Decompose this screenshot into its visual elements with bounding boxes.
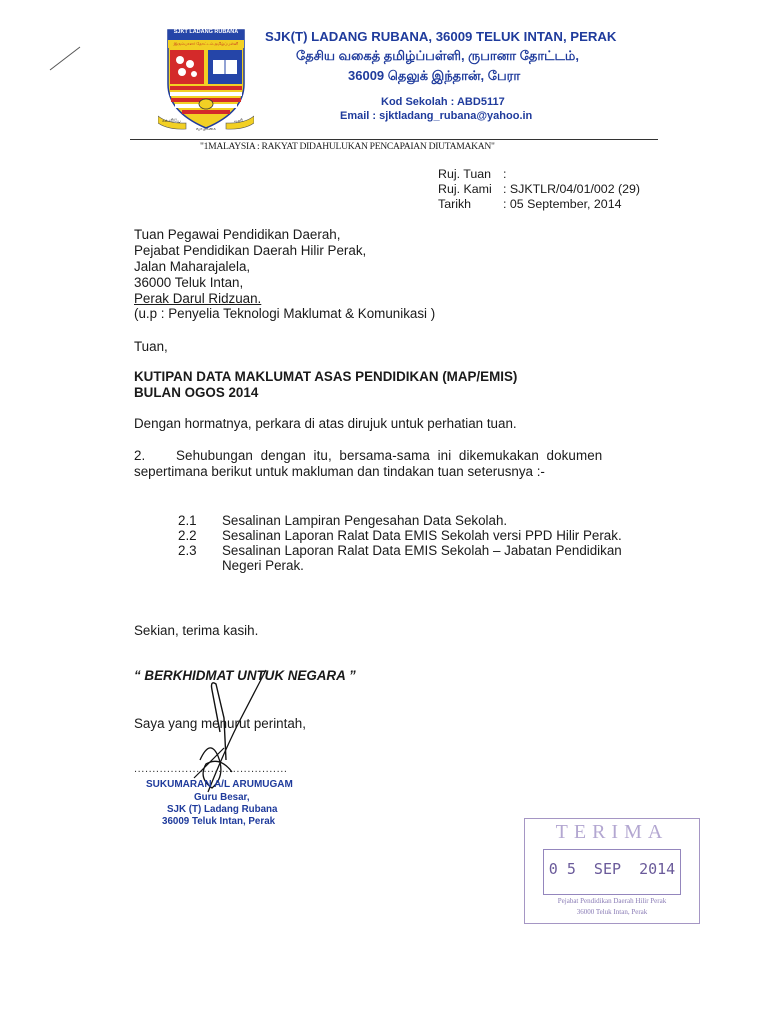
received-stamp: [524, 818, 700, 924]
stamp-office-line: 36000 Teluk Intan, Perak: [576, 908, 648, 916]
paragraph-2-number: 2.: [134, 448, 146, 463]
motto: “ BERKHIDMAT UNTUK NEGARA ”: [134, 668, 356, 683]
list-item-text: Sesalinan Lampiran Pengesahan Data Sekolah.: [222, 513, 508, 528]
tarikh-value: : 05 September, 2014: [503, 197, 622, 211]
recipient-line: Pejabat Pendidikan Daerah Hilir Perak,: [134, 243, 367, 258]
stamp-date: 0 5 SEP 2014: [548, 860, 676, 878]
school-name-tamil-line-1: தேசிய வகைத் தமிழ்ப்பள்ளி, ருபானா தோட்டம்,: [296, 48, 579, 63]
recipient-line: 36000 Teluk Intan,: [134, 275, 244, 290]
school-code: Kod Sekolah : ABD5117: [381, 96, 505, 108]
list-item-text: Negeri Perak.: [222, 558, 304, 573]
signatory-address: 36009 Teluk Intan, Perak: [162, 816, 276, 827]
slogan: "1MALAYSIA : RAKYAT DIDAHULUKAN PENCAPAIAN DIUTAMAKAN": [200, 141, 495, 152]
recipient-line: Tuan Pegawai Pendidikan Daerah,: [134, 227, 341, 242]
crest-motto-bottom: வாழ்க்கை: [195, 126, 217, 131]
sign-off: Saya yang menurut perintah,: [134, 716, 306, 731]
ruj-tuan-value: :: [503, 167, 507, 181]
school-name: SJK(T) LADANG RUBANA, 36009 TELUK INTAN, PERAK: [265, 29, 617, 44]
school-crest: [158, 28, 254, 134]
recipient-line: Jalan Maharajalela,: [134, 259, 251, 274]
crest-sub-text: இரும்பாளர் தோட்டம் தமிழ்ப்பள்ளி: [173, 41, 239, 46]
list-item-number: 2.1: [178, 513, 197, 528]
list-item-text: Sesalinan Laporan Ralat Data EMIS Sekolah – Jabatan Pendidikan: [222, 543, 622, 558]
ruj-kami-value: : SJKTLR/04/01/002 (29): [503, 182, 641, 196]
stamp-date-box: [543, 849, 681, 895]
paragraph-2-line: sepertimana berikut untuk makluman dan tindakan tuan seterusnya :-: [134, 464, 545, 479]
stamp-office-line: Pejabat Pendidikan Daerah Hilir Perak: [557, 897, 667, 905]
letterhead-divider: [130, 139, 658, 140]
subject-line: BULAN OGOS 2014: [134, 385, 259, 400]
list-item-number: 2.2: [178, 528, 197, 543]
crest-banner-text: SJKT LADANG RUBANA: [173, 29, 239, 35]
recipient-line: (u.p : Penyelia Teknologi Maklumat & Komunikasi ): [134, 306, 436, 321]
subject-line: KUTIPAN DATA MAKLUMAT ASAS PENDIDIKAN (MAP/EMIS): [134, 369, 518, 384]
closing: Sekian, terima kasih.: [134, 623, 259, 638]
list-item-number: 2.3: [178, 543, 197, 558]
tarikh-label: Tarikh: [438, 197, 472, 211]
paragraph-1: Dengan hormatnya, perkara di atas dirujuk untuk perhatian tuan.: [134, 416, 517, 431]
signatory-title: Guru Besar,: [194, 792, 250, 803]
school-email: Email : sjktladang_rubana@yahoo.in: [340, 110, 533, 122]
pen-mark: [48, 44, 84, 72]
list-item-text: Sesalinan Laporan Ralat Data EMIS Sekolah versi PPD Hilir Perak.: [222, 528, 622, 543]
signatory-school: SJK (T) Ladang Rubana: [167, 804, 278, 815]
crest-motto-right: ஒளி: [234, 118, 243, 123]
crest-motto-left: கல்வியே: [162, 118, 181, 123]
ruj-kami-label: Ruj. Kami: [438, 182, 492, 196]
recipient-line: Perak Darul Ridzuan.: [134, 291, 262, 306]
paragraph-2-line: Sehubungan dengan itu, bersama-sama ini dikemukakan dokumen: [176, 448, 603, 463]
stamp-header: TERIMA: [555, 821, 669, 843]
signature-dots: ..........................................: [134, 763, 288, 775]
signatory-name: SUKUMARAN A/L ARUMUGAM: [146, 779, 293, 790]
ruj-tuan-label: Ruj. Tuan: [438, 167, 492, 181]
school-name-tamil-line-2: 36009 தெலுக் இந்தான், பேரா: [348, 68, 521, 83]
salutation: Tuan,: [134, 339, 168, 354]
